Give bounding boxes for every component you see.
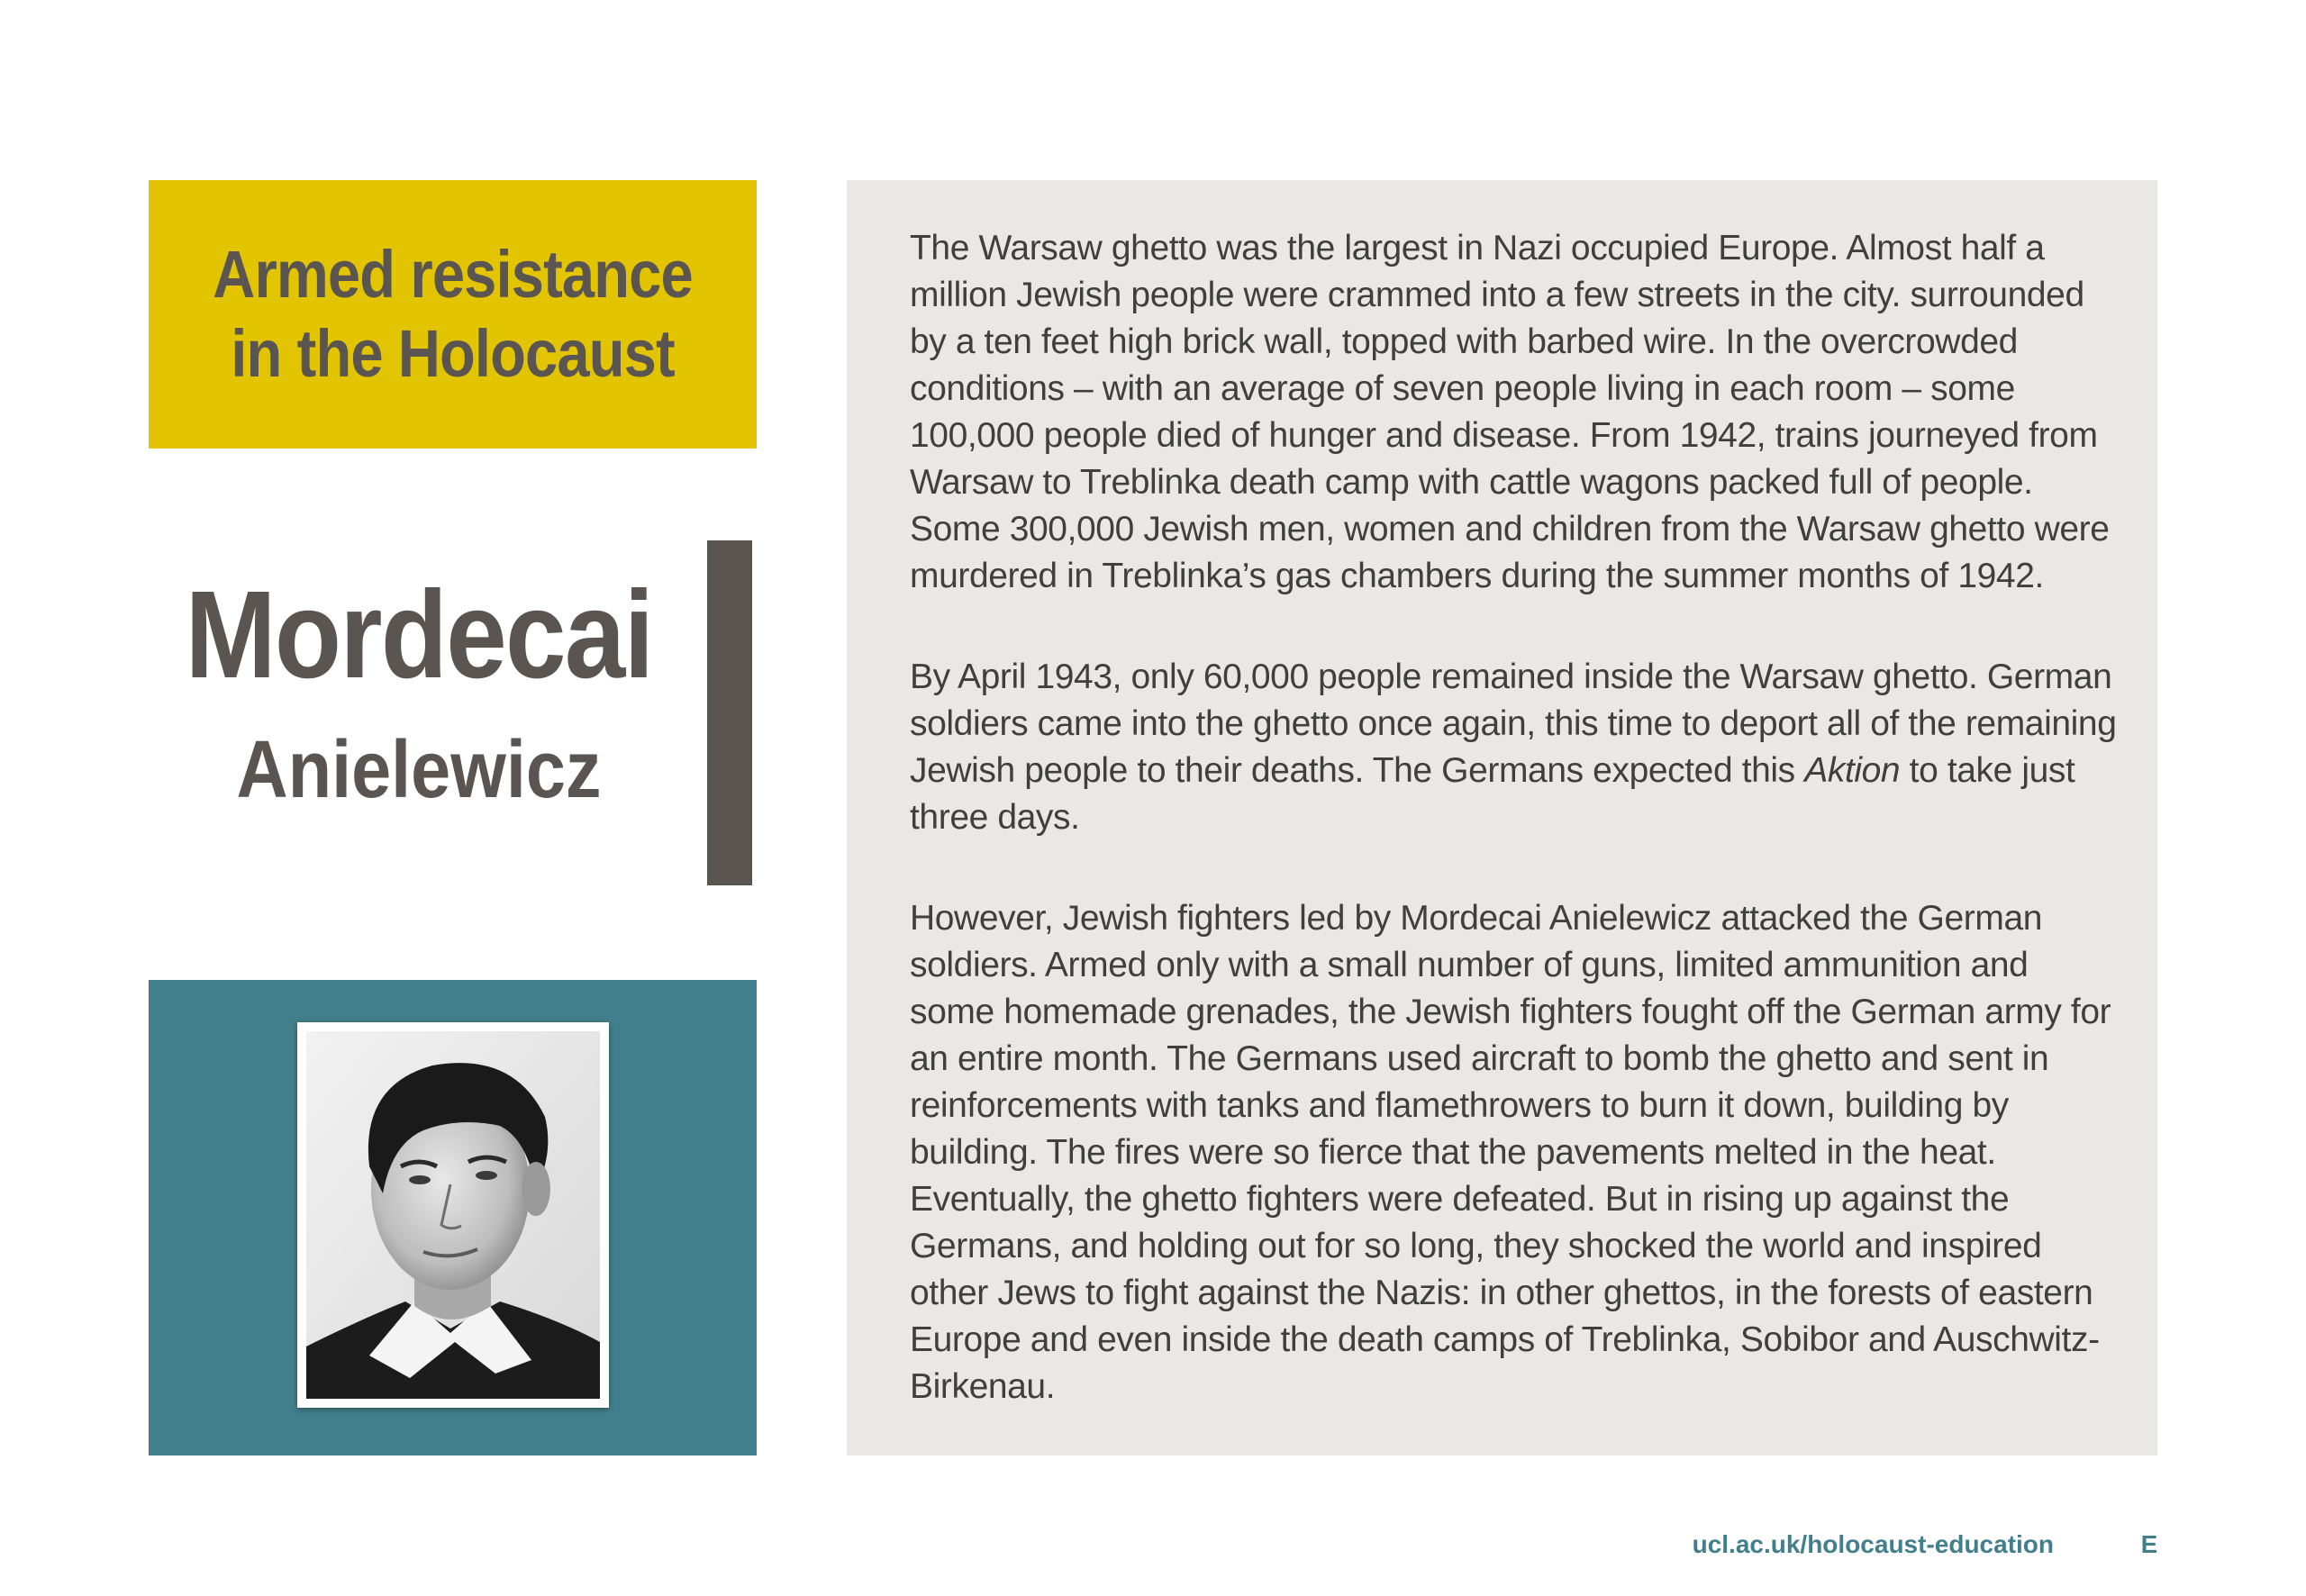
title-line-1: Armed resistance: [213, 237, 693, 312]
person-first-name: Mordecai: [185, 566, 653, 704]
person-last-name: Anielewicz: [236, 725, 602, 815]
paragraph-2: [910, 654, 2117, 841]
text-panel: [847, 180, 2157, 1455]
title-banner: [149, 180, 757, 449]
portrait-photo: [297, 1022, 609, 1408]
accent-bar: [707, 540, 752, 885]
portrait-image: [306, 1031, 600, 1399]
title-line-2: in the Holocaust: [231, 316, 675, 391]
footer-letter: E: [2140, 1530, 2158, 1558]
portrait-panel: [149, 980, 757, 1455]
paragraph-2-start: By April 1943, only 60,000 people remained inside the Warsaw ghetto. German soldiers came into the ghetto once again, this time to deport all of the remaining Jewish people to their deaths. The Germans expected this: [910, 657, 2117, 790]
body-text: [910, 225, 2117, 1465]
page-title: [213, 235, 692, 394]
footer-url[interactable]: ucl.ac.uk/holocaust-education: [1692, 1530, 2054, 1558]
paragraph-1: The Warsaw ghetto was the largest in Nazi occupied Europe. Almost half a million Jewish people were crammed into a few streets in the city. surrounded by a ten feet high brick wall, topped with barbed wire. In the overcrowded conditions – with an average of seven people living in each room – some 100,000 people died of hunger and disease. From 1942, trains journeyed from Warsaw to Treblinka death camp with cattle wagons packed full of people. Some 300,000 Jewish men, women and children from the Warsaw ghetto were murdered in Treblinka’s gas chambers during the summer months of 1942.: [910, 229, 2110, 595]
paragraph-3: However, Jewish fighters led by Mordecai Anielewicz attacked the German soldiers. Armed only with a small number of guns, limited ammunition and some homemade grenades, the Jewish fighters fought off the German army for an entire month. The Germans used aircraft to bomb the ghetto and sent in reinforcements with tanks and flamethrowers to burn it down, building by building. The fires were so fierce that the pavements melted in the heat. Eventually, the ghetto fighters were defeated. But in rising up against the Germans, and holding out for so long, they shocked the world and inspired other Jews to fight against the Nazis: in other ghettos, in the forests of eastern Europe and even inside the death camps of Treblinka, Sobibor and Auschwitz-Birkenau.: [910, 899, 2111, 1406]
paragraph-2-end: to take just three days.: [910, 751, 2075, 837]
paragraph-2-italic: Aktion: [1804, 751, 1901, 790]
